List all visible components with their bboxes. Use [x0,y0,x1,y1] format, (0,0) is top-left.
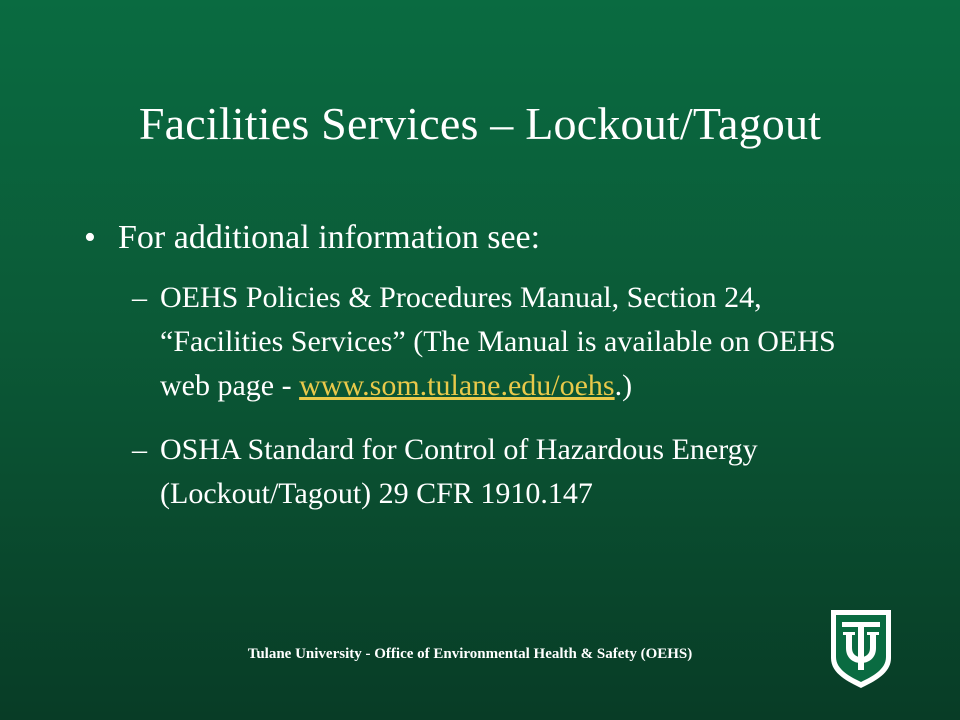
bullet-text: For additional information see: [118,219,541,256]
tulane-shield-icon [829,608,893,690]
oehs-web-link[interactable]: www.som.tulane.edu/oehs [299,369,615,402]
slide-title: Facilities Services – Lockout/Tagout [138,98,822,149]
slide-content [84,216,864,516]
sub-item-text-end: .) [614,369,633,402]
sub-item-text: OEHS Policies & Procedures Manual, Section 24, “Facilities Services” (The Manual is available on OEHS web page - [160,281,836,402]
footer-text: Tulane University - Office of Environmental Health & Safety (OEHS) [247,646,693,662]
sub-item-dash: – [132,281,147,314]
sub-item-manual [132,276,850,408]
bullet-item [84,216,864,260]
sub-item-osha [132,428,850,516]
sub-item-dash: – [132,433,147,466]
sub-item-text: OSHA Standard for Control of Hazardous Energy (Lockout/Tagout) 29 CFR 1910.147 [160,433,758,510]
bullet-marker: • [84,219,96,256]
